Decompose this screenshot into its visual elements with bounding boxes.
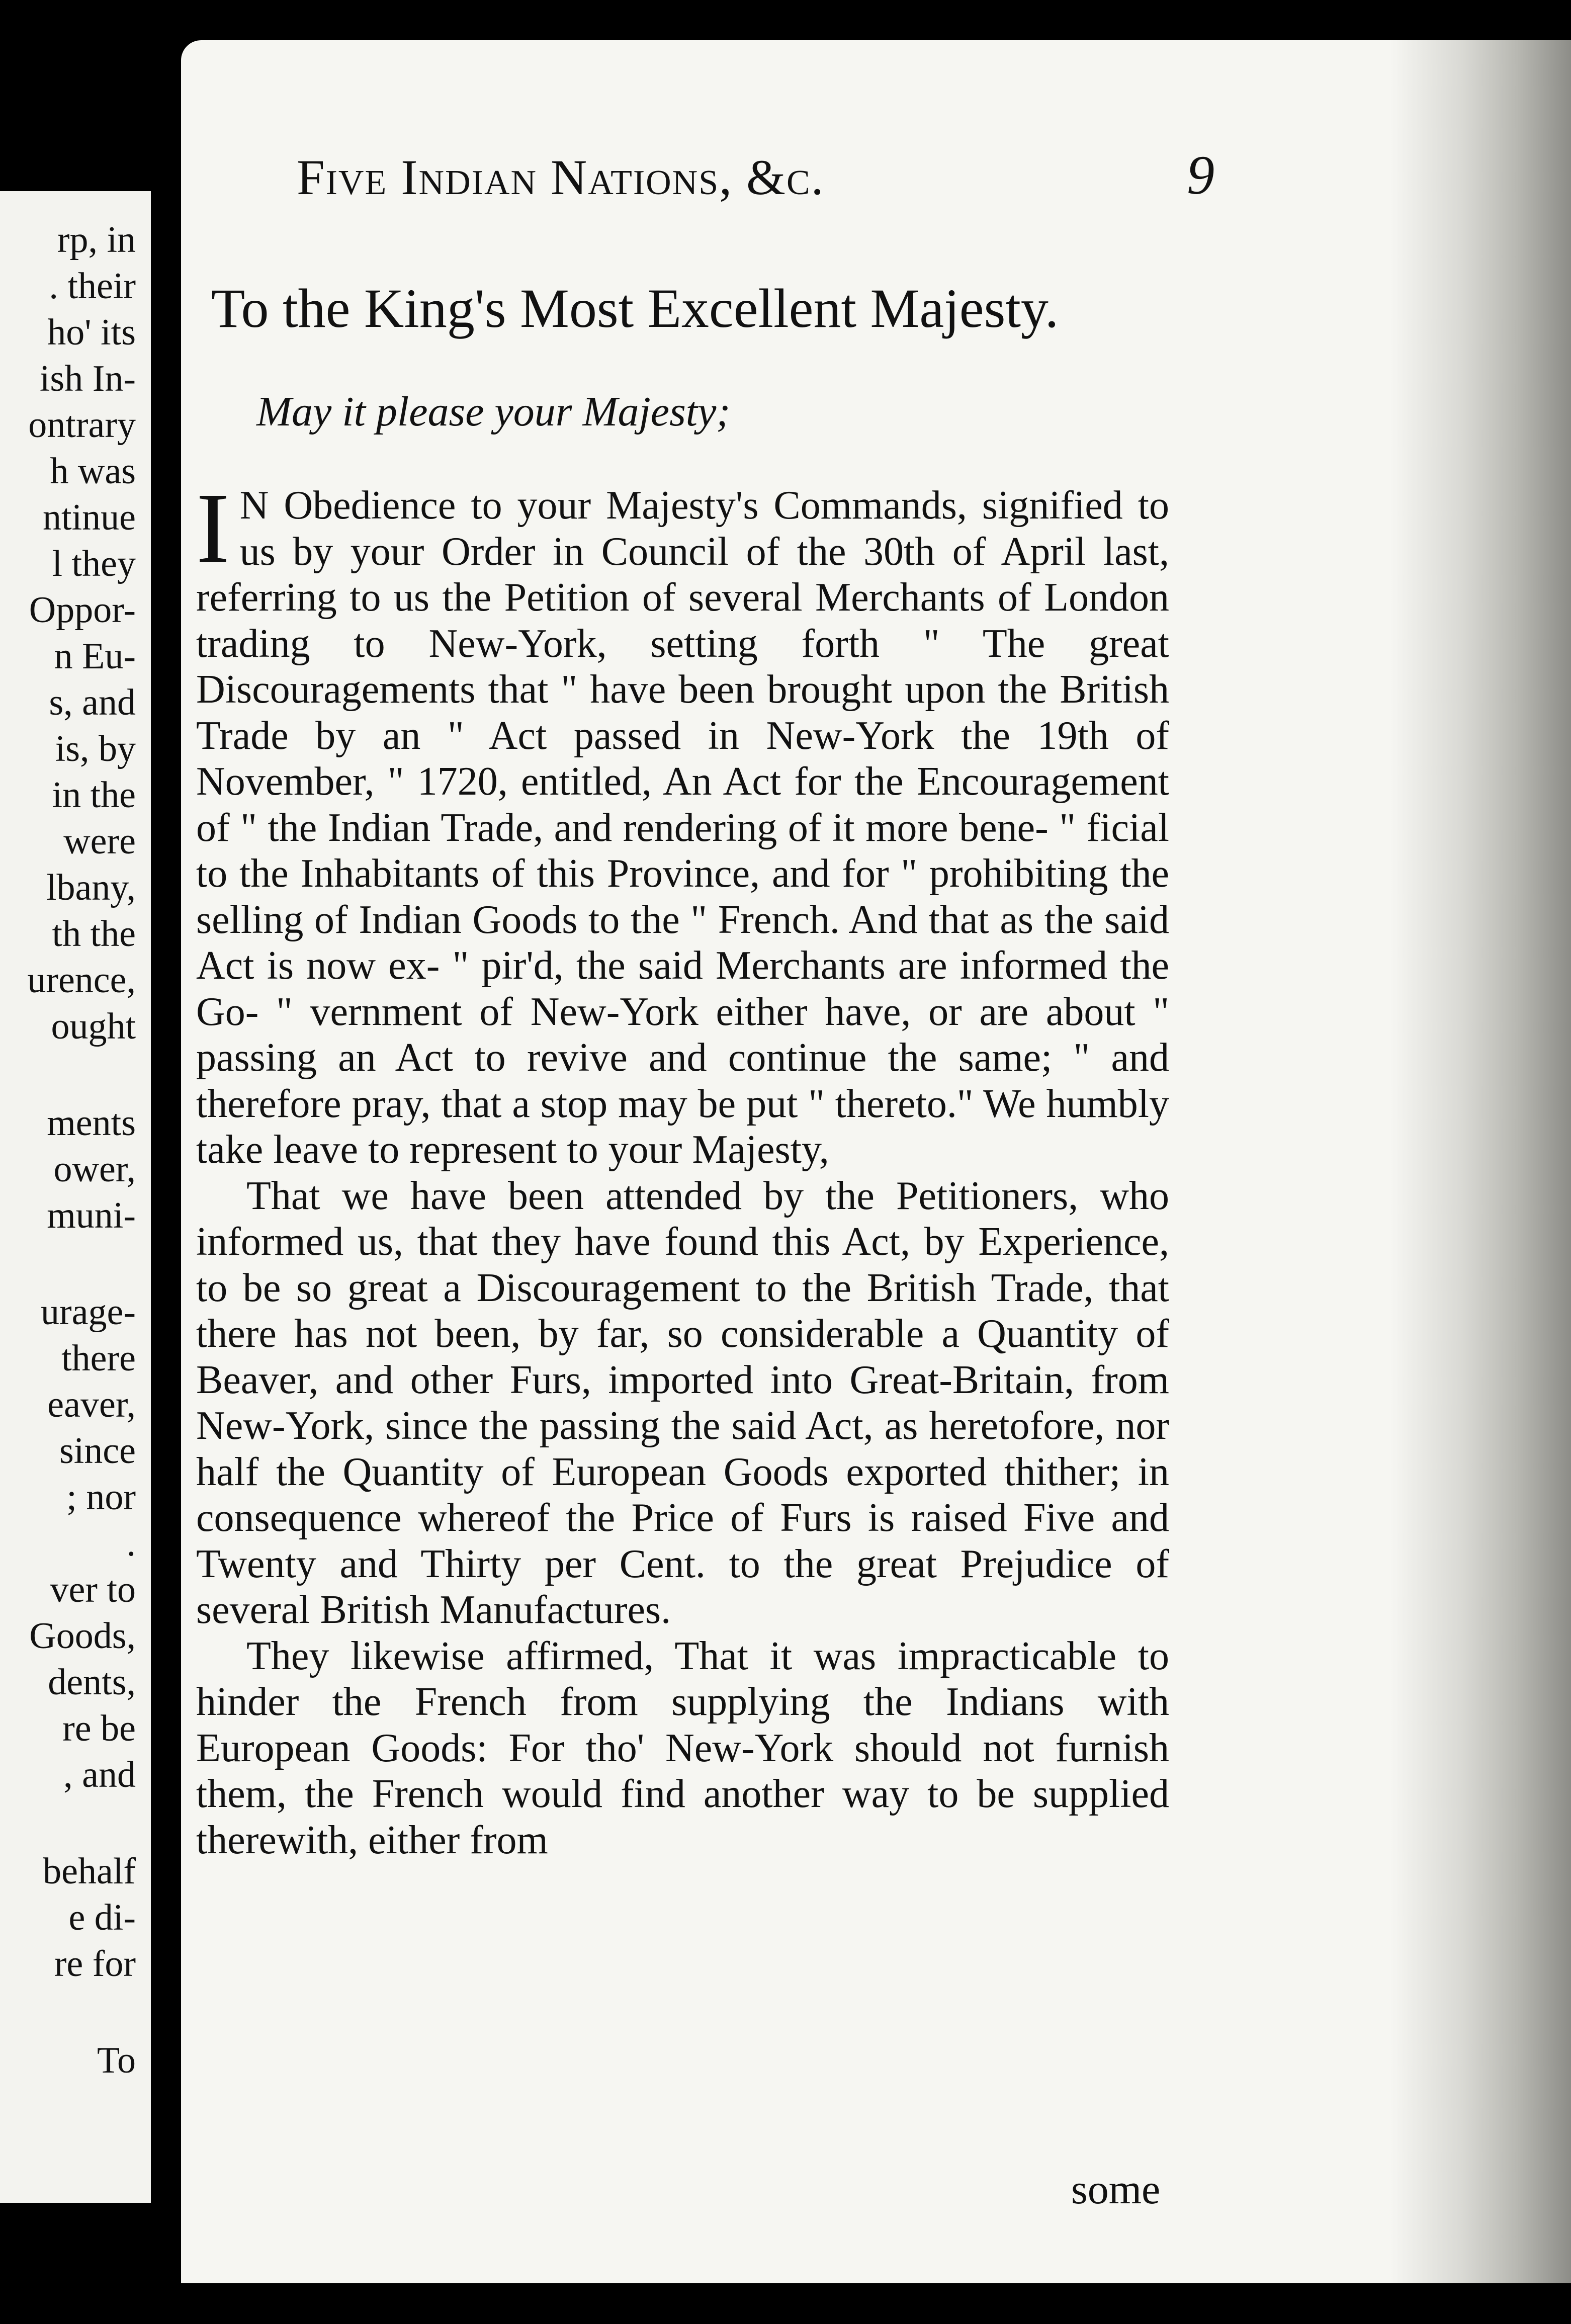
facing-page-fragment: behalf	[43, 1851, 136, 1892]
facing-page-fragment: h was	[50, 451, 136, 492]
facing-page-fragment: ver to	[50, 1569, 136, 1610]
salutation: May it please your Majesty;	[256, 388, 731, 435]
facing-page-fragment: in the	[52, 774, 136, 816]
facing-page-fragment: ish In-	[39, 358, 136, 399]
facing-page-fragment: , and	[63, 1754, 136, 1795]
facing-page-fragment: there	[61, 1338, 136, 1379]
facing-page-fragment: Goods,	[29, 1615, 136, 1657]
catchword: some	[1071, 2166, 1161, 2213]
facing-page-fragment: To	[97, 2040, 136, 2081]
facing-page-fragment: ; nor	[66, 1477, 136, 1518]
letter-heading: To the King's Most Excellent Majesty.	[211, 278, 1059, 339]
paragraph-1-text: N Obedience to your Majesty's Commands, signified to us by your Order in Council of the 30th of April last, referring to us the Petition of several Merchants of London trading to New-York, setting forth " The great Discouragements that " have been brought upon the British Trade by an " Act passed in New-York the 19th of November, " 1720, entitled, An Act for the Encouragement of " the Indian Trade, and rendering of it more bene- " ficial to the Inhabitants of this Province, and for " prohibiting the selling of Indian Goods to the " French. And that as the said Act is now ex- " pir'd, the said Merchants are informed the Go- " vernment of New-York either have, or are about " passing an Act to revive and continue the same; " and therefore pray, that a stop may be put " thereto." We humbly take leave to represent to your Majesty,	[196, 483, 1169, 1172]
facing-page-fragment: ower,	[53, 1149, 136, 1190]
facing-page-fragment: re be	[62, 1708, 136, 1749]
facing-page-fragment: re for	[54, 1943, 136, 1985]
facing-page-fragment: s, and	[49, 682, 136, 723]
page-number: 9	[1187, 144, 1214, 206]
facing-page-fragment: .	[126, 1523, 136, 1564]
facing-page-fragment: were	[63, 821, 136, 862]
facing-page-fragment: e di-	[68, 1897, 136, 1938]
paragraph-1	[196, 473, 1169, 1173]
facing-page-strip	[0, 191, 151, 2203]
facing-page-fragment: urence,	[27, 960, 136, 1001]
facing-page-fragment: ought	[51, 1006, 136, 1047]
book-page	[181, 40, 1571, 2283]
paragraph-2: That we have been attended by the Petitioners, who informed us, that they have found this Act, by Experience, to be so great a Discouragement to the British Trade, that there has not been, by far, so considerable a Quantity of Beaver, and other Furs, imported into Great-Britain, from New-York, since the passing the said Act, as heretofore, nor half the Quantity of European Goods exported thither; in consequence whereof the Price of Furs is raised Five and Twenty and Thirty per Cent. to the great Prejudice of several British Manufactures.	[196, 1173, 1169, 1632]
facing-page-fragment: ments	[47, 1102, 136, 1144]
facing-page-fragment: muni-	[47, 1195, 136, 1236]
facing-page-fragment: lbany,	[46, 867, 136, 908]
facing-page-fragment: th the	[52, 913, 136, 955]
paragraph-3: They likewise affirmed, That it was impracticable to hinder the French from supplying the Indians with European Goods: For tho' New-York should not furnish them, the French would find another way to be supplied therewith, either from	[196, 1633, 1169, 1862]
facing-page-fragment: is, by	[55, 728, 136, 769]
facing-page-fragment: l they	[52, 543, 136, 584]
facing-page-fragment: Oppor-	[29, 589, 136, 631]
facing-page-fragment: since	[59, 1430, 136, 1472]
facing-page-fragment: eaver,	[47, 1384, 136, 1425]
facing-page-fragment: urage-	[41, 1292, 136, 1333]
running-head: Five Indian Nations, &c.	[297, 149, 825, 205]
facing-page-fragment: . their	[49, 266, 136, 307]
body-text	[196, 473, 1169, 1863]
facing-page-fragment: n Eu-	[54, 636, 136, 677]
drop-cap: I	[196, 473, 230, 584]
facing-page-fragment: dents,	[48, 1662, 136, 1703]
facing-page-fragment: ho' its	[47, 312, 136, 353]
page-edge-shadow	[1390, 40, 1571, 2283]
facing-page-fragment: rp, in	[57, 219, 136, 261]
facing-page-fragment: ontrary	[28, 404, 136, 446]
facing-page-fragment: ntinue	[43, 497, 136, 538]
